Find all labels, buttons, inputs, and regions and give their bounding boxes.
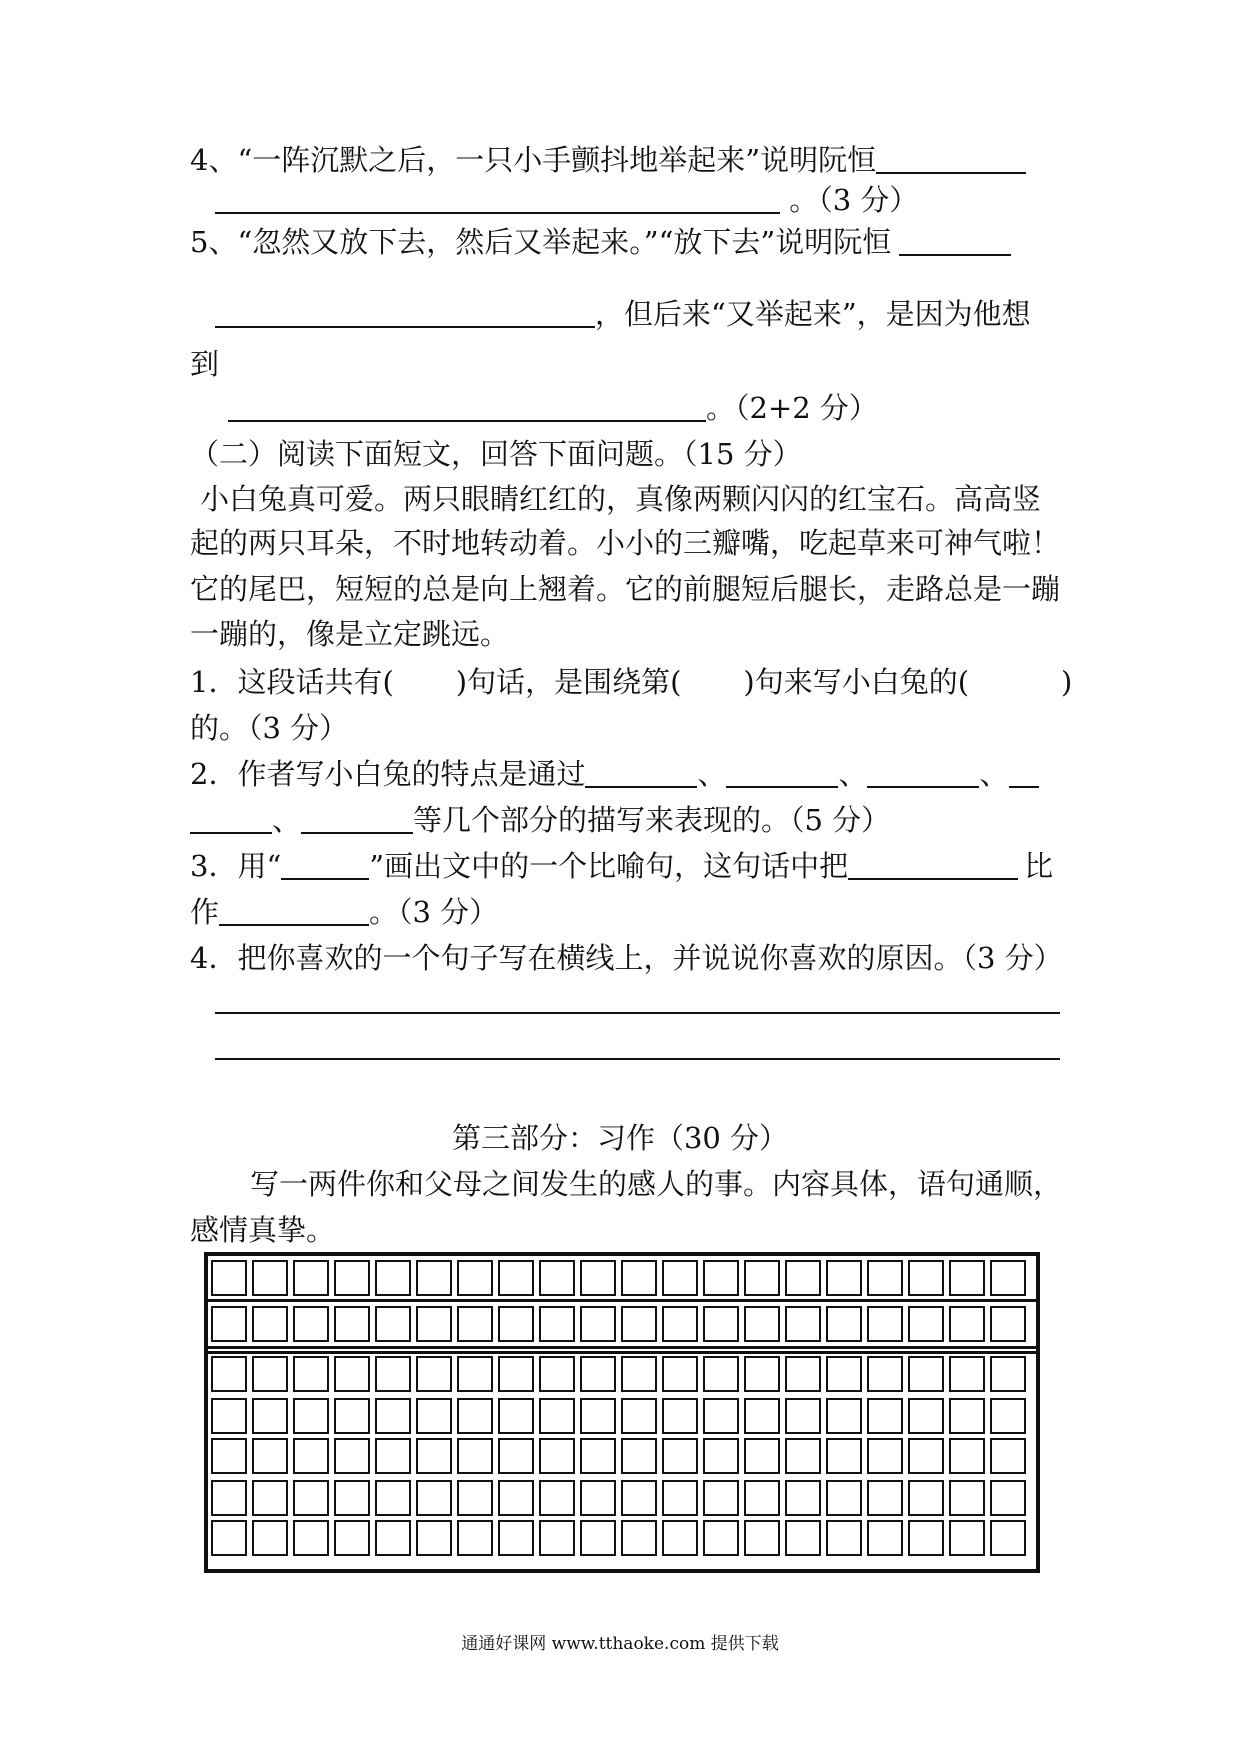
sub-question-3 xyxy=(190,846,1060,886)
grid-cell[interactable] xyxy=(498,1398,534,1434)
grid-cell[interactable] xyxy=(580,1438,616,1474)
sub-question-3-part: ”画出文中的一个比喻句，这句话中把 xyxy=(369,849,849,883)
grid-cell[interactable] xyxy=(744,1520,780,1556)
grid-cell[interactable] xyxy=(826,1398,862,1434)
grid-separator xyxy=(208,1346,1036,1349)
answer-blank[interactable] xyxy=(215,182,780,214)
sub-question-2-text: 2．作者写小白兔的特点是通过 xyxy=(190,757,586,791)
grid-cell[interactable] xyxy=(211,1480,247,1516)
question-5-cont xyxy=(190,344,1060,384)
sub-question-3-part: 作 xyxy=(190,895,220,929)
question-5-middle-text: ，但后来“又举起来”，是因为他想 xyxy=(595,297,1031,331)
writing-grid xyxy=(204,1252,1040,1573)
answer-blank[interactable] xyxy=(1009,756,1039,788)
grid-row xyxy=(208,1436,1036,1476)
grid-cell[interactable] xyxy=(498,1260,534,1296)
grid-cell[interactable] xyxy=(457,1398,493,1434)
grid-cell[interactable] xyxy=(252,1438,288,1474)
sub-question-1 xyxy=(190,662,1073,702)
grid-cell[interactable] xyxy=(621,1520,657,1556)
answer-blank[interactable] xyxy=(876,142,1026,174)
grid-cell[interactable] xyxy=(252,1356,288,1392)
grid-cell[interactable] xyxy=(498,1480,534,1516)
grid-cell[interactable] xyxy=(703,1438,739,1474)
passage-line: 小白兔真可爱。两只眼睛红红的，真像两颗闪闪的红宝石。高高竖 xyxy=(200,482,1042,516)
question-5-middle xyxy=(215,294,1085,334)
grid-cell[interactable] xyxy=(293,1356,329,1392)
grid-cell[interactable] xyxy=(334,1520,370,1556)
grid-cell[interactable] xyxy=(703,1480,739,1516)
sub-question-1-part: ) xyxy=(1061,665,1073,699)
grid-cell[interactable] xyxy=(621,1480,657,1516)
grid-cell[interactable] xyxy=(826,1480,862,1516)
grid-cell[interactable] xyxy=(621,1356,657,1392)
grid-cell[interactable] xyxy=(580,1356,616,1392)
grid-cell[interactable] xyxy=(375,1480,411,1516)
grid-cell[interactable] xyxy=(867,1398,903,1434)
grid-cell[interactable] xyxy=(949,1438,985,1474)
grid-cell[interactable] xyxy=(416,1480,452,1516)
grid-cell[interactable] xyxy=(457,1356,493,1392)
sub-question-1-cont: 的。（3 分） xyxy=(190,711,349,745)
grid-cell[interactable] xyxy=(990,1480,1026,1516)
separator: 、 xyxy=(838,757,868,791)
grid-cell[interactable] xyxy=(949,1398,985,1434)
grid-cell[interactable] xyxy=(990,1520,1026,1556)
grid-cell[interactable] xyxy=(539,1398,575,1434)
grid-cell[interactable] xyxy=(949,1480,985,1516)
grid-cell[interactable] xyxy=(785,1520,821,1556)
question-4-continued xyxy=(215,180,1085,220)
grid-cell[interactable] xyxy=(908,1438,944,1474)
grid-separator xyxy=(208,1299,1036,1302)
separator: 、 xyxy=(979,757,1009,791)
grid-cell[interactable] xyxy=(457,1306,493,1342)
grid-cell[interactable] xyxy=(293,1438,329,1474)
grid-cell[interactable] xyxy=(908,1356,944,1392)
answer-blank[interactable] xyxy=(281,848,369,880)
grid-cell[interactable] xyxy=(498,1356,534,1392)
grid-cell[interactable] xyxy=(539,1260,575,1296)
sub-question-2 xyxy=(190,754,1060,794)
grid-row xyxy=(208,1518,1036,1558)
grid-row xyxy=(208,1258,1036,1298)
grid-row xyxy=(208,1478,1036,1518)
grid-cell[interactable] xyxy=(580,1260,616,1296)
grid-cell[interactable] xyxy=(293,1480,329,1516)
grid-cell[interactable] xyxy=(867,1520,903,1556)
grid-cell[interactable] xyxy=(662,1438,698,1474)
question-5-text: 5、“忽然又放下去，然后又举起来。”“放下去”说明阮恒 xyxy=(190,225,892,259)
grid-cell[interactable] xyxy=(211,1356,247,1392)
sub-question-3-part: 3．用“ xyxy=(190,849,282,883)
grid-cell[interactable] xyxy=(252,1306,288,1342)
question-4-text: 4、“一阵沉默之后，一只小手颤抖地举起来”说明阮恒 xyxy=(190,143,877,177)
grid-cell[interactable] xyxy=(703,1260,739,1296)
grid-cell[interactable] xyxy=(293,1520,329,1556)
sub-question-2-tail: 等几个部分的描写来表现的。（5 分） xyxy=(413,803,891,837)
grid-cell[interactable] xyxy=(908,1520,944,1556)
footer-source: 通通好课网 www.tthaoke.com 提供下载 xyxy=(461,1634,779,1654)
part-3-prompt: 感情真挚。 xyxy=(190,1213,336,1247)
grid-cell[interactable] xyxy=(498,1438,534,1474)
grid-cell[interactable] xyxy=(662,1480,698,1516)
grid-cell[interactable] xyxy=(334,1398,370,1434)
grid-cell[interactable] xyxy=(990,1438,1026,1474)
sub-question-2-cont xyxy=(190,800,1060,840)
grid-cell[interactable] xyxy=(293,1260,329,1296)
grid-cell[interactable] xyxy=(375,1260,411,1296)
sub-question-1-part: )句来写小白兔的( xyxy=(743,665,970,699)
answer-blank[interactable] xyxy=(899,224,1011,256)
grid-row xyxy=(208,1354,1036,1394)
grid-cell[interactable] xyxy=(744,1398,780,1434)
grid-cell[interactable] xyxy=(785,1398,821,1434)
question-5-cont-text: 到 xyxy=(190,347,220,381)
question-5-end xyxy=(228,388,1098,428)
grid-cell[interactable] xyxy=(621,1398,657,1434)
passage-line: 一蹦的，像是立定跳远。 xyxy=(190,617,510,651)
sub-question-1-part: )句话，是围绕第( xyxy=(455,665,682,699)
grid-cell[interactable] xyxy=(744,1356,780,1392)
grid-cell[interactable] xyxy=(539,1306,575,1342)
grid-cell[interactable] xyxy=(539,1480,575,1516)
grid-cell[interactable] xyxy=(703,1356,739,1392)
grid-cell[interactable] xyxy=(785,1356,821,1392)
grid-cell[interactable] xyxy=(990,1356,1026,1392)
grid-cell[interactable] xyxy=(457,1438,493,1474)
grid-cell[interactable] xyxy=(744,1306,780,1342)
grid-cell[interactable] xyxy=(744,1260,780,1296)
grid-cell[interactable] xyxy=(293,1306,329,1342)
grid-cell[interactable] xyxy=(621,1260,657,1296)
grid-cell[interactable] xyxy=(867,1356,903,1392)
grid-cell[interactable] xyxy=(949,1306,985,1342)
grid-cell[interactable] xyxy=(580,1480,616,1516)
grid-cell[interactable] xyxy=(662,1520,698,1556)
grid-cell[interactable] xyxy=(416,1398,452,1434)
grid-cell[interactable] xyxy=(375,1356,411,1392)
grid-cell[interactable] xyxy=(785,1480,821,1516)
answer-blank[interactable] xyxy=(219,894,369,926)
grid-cell[interactable] xyxy=(580,1306,616,1342)
answer-blank[interactable] xyxy=(215,296,595,328)
grid-cell[interactable] xyxy=(334,1306,370,1342)
grid-cell[interactable] xyxy=(457,1260,493,1296)
passage-line: 它的尾巴，短短的总是向上翘着。它的前腿短后腿长，走路总是一蹦 xyxy=(190,572,1061,606)
grid-cell[interactable] xyxy=(826,1520,862,1556)
grid-cell[interactable] xyxy=(703,1398,739,1434)
grid-cell[interactable] xyxy=(416,1438,452,1474)
grid-cell[interactable] xyxy=(252,1260,288,1296)
sub-question-3-part: 比 xyxy=(1024,849,1054,883)
grid-cell[interactable] xyxy=(211,1520,247,1556)
answer-blank[interactable] xyxy=(585,756,697,788)
grid-cell[interactable] xyxy=(703,1520,739,1556)
sub-question-4: 4．把你喜欢的一个句子写在横线上，并说说你喜欢的原因。（3 分） xyxy=(190,941,1063,975)
grid-cell[interactable] xyxy=(662,1306,698,1342)
grid-cell[interactable] xyxy=(662,1356,698,1392)
part-3-prompt: 写一两件你和父母之间发生的感人的事。内容具体，语句通顺， xyxy=(250,1167,1063,1201)
grid-cell[interactable] xyxy=(949,1356,985,1392)
sub-question-1-part: 1．这段话共有( xyxy=(190,665,394,699)
grid-cell[interactable] xyxy=(375,1398,411,1434)
grid-cell[interactable] xyxy=(949,1260,985,1296)
part-3-title: 第三部分：习作（30 分） xyxy=(451,1121,789,1155)
grid-cell[interactable] xyxy=(990,1260,1026,1296)
grid-cell[interactable] xyxy=(990,1306,1026,1342)
answer-blank[interactable] xyxy=(190,802,272,834)
grid-cell[interactable] xyxy=(334,1438,370,1474)
grid-cell[interactable] xyxy=(990,1398,1026,1434)
grid-cell[interactable] xyxy=(416,1260,452,1296)
grid-cell[interactable] xyxy=(375,1520,411,1556)
sub-question-3-cont xyxy=(190,892,1060,932)
grid-cell[interactable] xyxy=(908,1398,944,1434)
grid-cell[interactable] xyxy=(826,1438,862,1474)
answer-blank[interactable] xyxy=(228,390,706,422)
question-4-score: 。（3 分） xyxy=(789,183,919,217)
question-5 xyxy=(190,222,1060,262)
grid-cell[interactable] xyxy=(744,1438,780,1474)
grid-cell[interactable] xyxy=(826,1356,862,1392)
grid-cell[interactable] xyxy=(785,1306,821,1342)
grid-cell[interactable] xyxy=(457,1480,493,1516)
grid-cell[interactable] xyxy=(621,1306,657,1342)
grid-cell[interactable] xyxy=(416,1356,452,1392)
answer-line[interactable] xyxy=(215,1058,1060,1060)
grid-cell[interactable] xyxy=(416,1520,452,1556)
separator: 、 xyxy=(272,803,302,837)
grid-cell[interactable] xyxy=(252,1520,288,1556)
grid-cell[interactable] xyxy=(785,1438,821,1474)
grid-cell[interactable] xyxy=(867,1306,903,1342)
grid-cell[interactable] xyxy=(662,1260,698,1296)
grid-cell[interactable] xyxy=(867,1480,903,1516)
grid-cell[interactable] xyxy=(334,1260,370,1296)
question-4 xyxy=(190,140,1060,180)
grid-cell[interactable] xyxy=(539,1438,575,1474)
grid-cell[interactable] xyxy=(662,1398,698,1434)
grid-cell[interactable] xyxy=(908,1480,944,1516)
grid-cell[interactable] xyxy=(334,1480,370,1516)
grid-cell[interactable] xyxy=(539,1356,575,1392)
grid-cell[interactable] xyxy=(621,1438,657,1474)
grid-row xyxy=(208,1304,1036,1344)
grid-cell[interactable] xyxy=(580,1520,616,1556)
grid-cell[interactable] xyxy=(867,1260,903,1296)
grid-cell[interactable] xyxy=(375,1438,411,1474)
question-5-score: 。（2+2 分） xyxy=(706,391,878,425)
separator: 、 xyxy=(697,757,727,791)
grid-cell[interactable] xyxy=(211,1398,247,1434)
answer-blank[interactable] xyxy=(726,756,838,788)
grid-cell[interactable] xyxy=(908,1260,944,1296)
grid-cell[interactable] xyxy=(867,1438,903,1474)
grid-cell[interactable] xyxy=(908,1306,944,1342)
grid-cell[interactable] xyxy=(498,1520,534,1556)
grid-cell[interactable] xyxy=(375,1306,411,1342)
grid-cell[interactable] xyxy=(826,1260,862,1296)
grid-cell[interactable] xyxy=(211,1438,247,1474)
grid-cell[interactable] xyxy=(211,1260,247,1296)
grid-cell[interactable] xyxy=(949,1520,985,1556)
sub-question-3-part: 。（3 分） xyxy=(369,895,499,929)
answer-blank[interactable] xyxy=(867,756,979,788)
grid-cell[interactable] xyxy=(826,1306,862,1342)
grid-cell[interactable] xyxy=(457,1520,493,1556)
grid-row xyxy=(208,1396,1036,1436)
grid-cell[interactable] xyxy=(703,1306,739,1342)
grid-cell[interactable] xyxy=(744,1480,780,1516)
grid-cell[interactable] xyxy=(252,1480,288,1516)
answer-line[interactable] xyxy=(215,1012,1060,1014)
grid-cell[interactable] xyxy=(785,1260,821,1296)
grid-separator xyxy=(208,1351,1036,1354)
answer-blank[interactable] xyxy=(301,802,413,834)
answer-blank[interactable] xyxy=(848,848,1018,880)
grid-cell[interactable] xyxy=(539,1520,575,1556)
passage-line: 起的两只耳朵，不时地转动着。小小的三瓣嘴，吃起草来可神气啦！ xyxy=(190,526,1061,560)
grid-cell[interactable] xyxy=(334,1356,370,1392)
grid-cell[interactable] xyxy=(580,1398,616,1434)
grid-cell[interactable] xyxy=(252,1398,288,1434)
section-2-heading: （二）阅读下面短文，回答下面问题。（15 分） xyxy=(190,437,802,471)
grid-cell[interactable] xyxy=(211,1306,247,1342)
grid-cell[interactable] xyxy=(498,1306,534,1342)
grid-cell[interactable] xyxy=(416,1306,452,1342)
grid-cell[interactable] xyxy=(293,1398,329,1434)
